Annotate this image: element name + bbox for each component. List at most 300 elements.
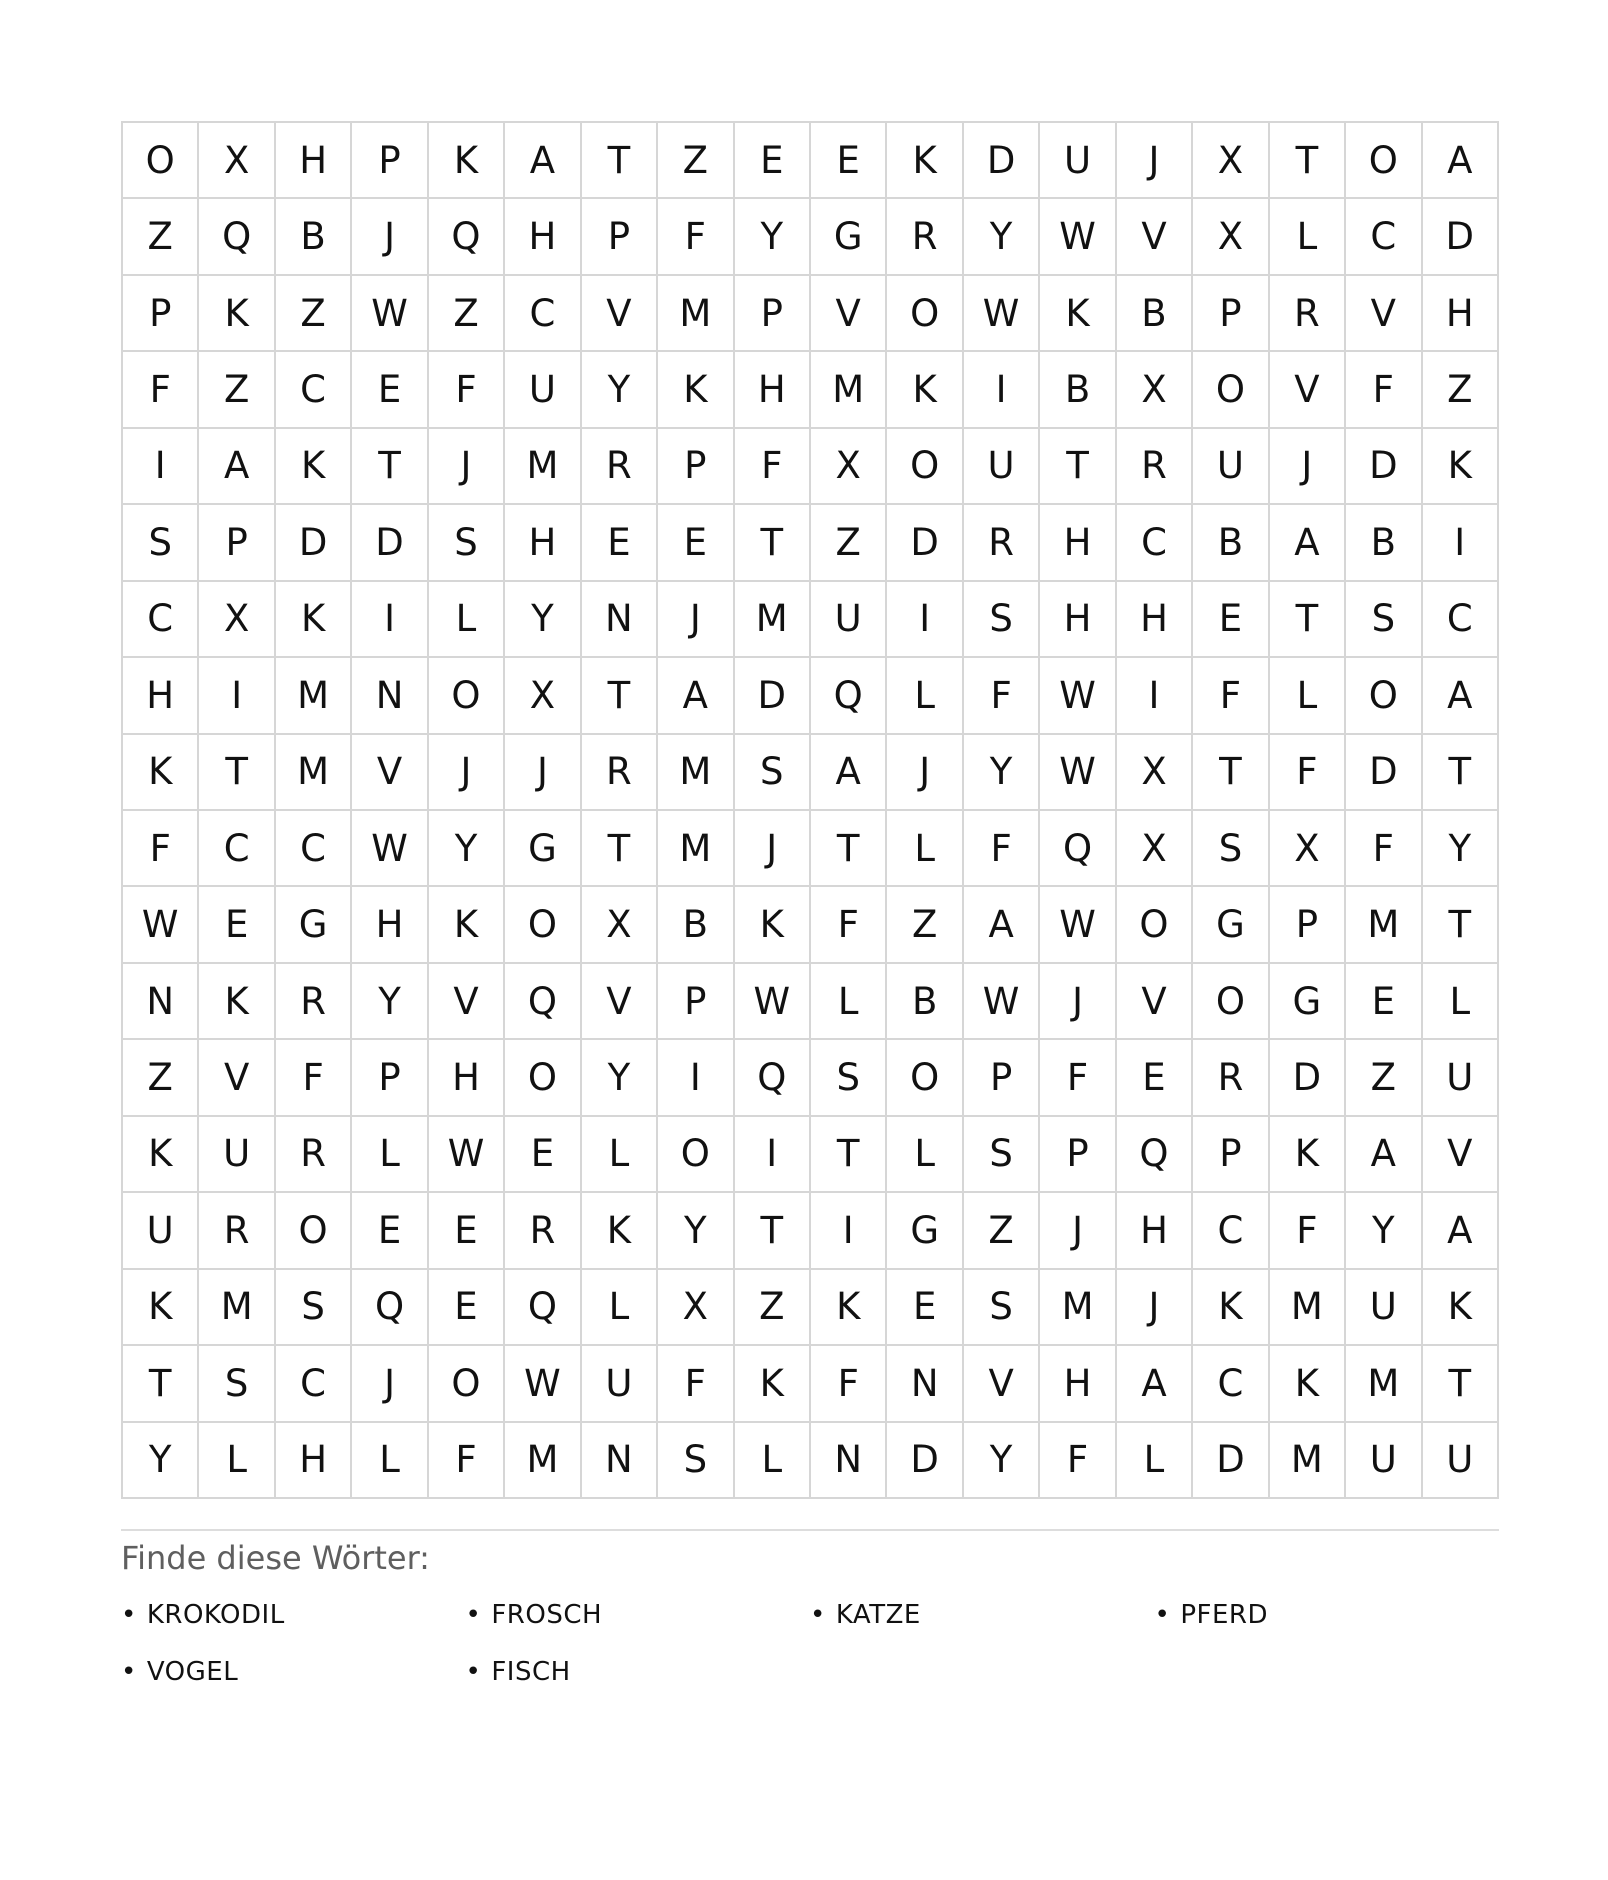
grid-cell[interactable]: H	[505, 505, 581, 581]
grid-cell[interactable]: B	[1040, 352, 1116, 428]
grid-cell[interactable]: P	[1193, 276, 1269, 352]
grid-cell[interactable]: D	[352, 505, 428, 581]
grid-cell[interactable]: M	[1346, 1346, 1422, 1422]
grid-cell[interactable]: S	[964, 1117, 1040, 1193]
grid-cell[interactable]: K	[123, 735, 199, 811]
grid-cell[interactable]: K	[1270, 1117, 1346, 1193]
grid-cell[interactable]: E	[887, 1270, 963, 1346]
grid-cell[interactable]: Q	[505, 964, 581, 1040]
grid-cell[interactable]: A	[1117, 1346, 1193, 1422]
grid-cell[interactable]: Q	[429, 199, 505, 275]
grid-cell[interactable]: K	[658, 352, 734, 428]
grid-cell[interactable]: R	[1117, 429, 1193, 505]
grid-cell[interactable]: C	[1193, 1193, 1269, 1269]
grid-cell[interactable]: E	[429, 1270, 505, 1346]
grid-cell[interactable]: E	[735, 123, 811, 199]
grid-cell[interactable]: O	[123, 123, 199, 199]
grid-cell[interactable]: D	[276, 505, 352, 581]
grid-cell[interactable]: C	[276, 811, 352, 887]
grid-cell[interactable]: T	[1270, 123, 1346, 199]
grid-cell[interactable]: W	[1040, 887, 1116, 963]
grid-cell[interactable]: M	[276, 658, 352, 734]
grid-cell[interactable]: K	[1270, 1346, 1346, 1422]
grid-cell[interactable]: K	[735, 1346, 811, 1422]
grid-cell[interactable]: P	[199, 505, 275, 581]
grid-cell[interactable]: U	[1346, 1423, 1422, 1499]
grid-cell[interactable]: P	[1193, 1117, 1269, 1193]
grid-cell[interactable]: D	[964, 123, 1040, 199]
grid-cell[interactable]: H	[429, 1040, 505, 1116]
grid-cell[interactable]: F	[1346, 352, 1422, 428]
grid-cell[interactable]: F	[1346, 811, 1422, 887]
grid-cell[interactable]: F	[429, 1423, 505, 1499]
grid-cell[interactable]: T	[1193, 735, 1269, 811]
grid-cell[interactable]: I	[199, 658, 275, 734]
grid-cell[interactable]: O	[276, 1193, 352, 1269]
grid-cell[interactable]: T	[1270, 582, 1346, 658]
grid-cell[interactable]: F	[123, 352, 199, 428]
grid-cell[interactable]: A	[1346, 1117, 1422, 1193]
grid-cell[interactable]: Y	[964, 1423, 1040, 1499]
grid-cell[interactable]: S	[964, 582, 1040, 658]
grid-cell[interactable]: B	[1117, 276, 1193, 352]
grid-cell[interactable]: L	[582, 1117, 658, 1193]
grid-cell[interactable]: S	[735, 735, 811, 811]
grid-cell[interactable]: G	[276, 887, 352, 963]
grid-cell[interactable]: Y	[352, 964, 428, 1040]
grid-cell[interactable]: Y	[1423, 811, 1499, 887]
grid-cell[interactable]: O	[1346, 658, 1422, 734]
grid-cell[interactable]: K	[582, 1193, 658, 1269]
grid-cell[interactable]: R	[582, 735, 658, 811]
grid-cell[interactable]: A	[1423, 1193, 1499, 1269]
grid-cell[interactable]: L	[352, 1423, 428, 1499]
grid-cell[interactable]: W	[1040, 658, 1116, 734]
grid-cell[interactable]: F	[1040, 1040, 1116, 1116]
grid-cell[interactable]: K	[276, 429, 352, 505]
grid-cell[interactable]: P	[1040, 1117, 1116, 1193]
grid-cell[interactable]: E	[1117, 1040, 1193, 1116]
grid-cell[interactable]: I	[735, 1117, 811, 1193]
grid-cell[interactable]: O	[429, 1346, 505, 1422]
grid-cell[interactable]: X	[658, 1270, 734, 1346]
grid-cell[interactable]: Z	[199, 352, 275, 428]
grid-cell[interactable]: Y	[1346, 1193, 1422, 1269]
grid-cell[interactable]: M	[811, 352, 887, 428]
grid-cell[interactable]: P	[123, 276, 199, 352]
grid-cell[interactable]: T	[1040, 429, 1116, 505]
grid-cell[interactable]: A	[1423, 658, 1499, 734]
grid-cell[interactable]: C	[1423, 582, 1499, 658]
grid-cell[interactable]: U	[1423, 1040, 1499, 1116]
grid-cell[interactable]: L	[1270, 658, 1346, 734]
grid-cell[interactable]: F	[123, 811, 199, 887]
grid-cell[interactable]: Z	[887, 887, 963, 963]
grid-cell[interactable]: K	[429, 123, 505, 199]
grid-cell[interactable]: B	[887, 964, 963, 1040]
grid-cell[interactable]: V	[1117, 964, 1193, 1040]
grid-cell[interactable]: Q	[352, 1270, 428, 1346]
grid-cell[interactable]: Z	[964, 1193, 1040, 1269]
grid-cell[interactable]: D	[1423, 199, 1499, 275]
grid-cell[interactable]: E	[658, 505, 734, 581]
grid-cell[interactable]: C	[1117, 505, 1193, 581]
grid-cell[interactable]: C	[1346, 199, 1422, 275]
grid-cell[interactable]: Z	[1346, 1040, 1422, 1116]
grid-cell[interactable]: R	[1193, 1040, 1269, 1116]
grid-cell[interactable]: B	[1193, 505, 1269, 581]
grid-cell[interactable]: P	[352, 1040, 428, 1116]
grid-cell[interactable]: T	[582, 658, 658, 734]
grid-cell[interactable]: O	[1193, 352, 1269, 428]
grid-cell[interactable]: T	[352, 429, 428, 505]
grid-cell[interactable]: E	[199, 887, 275, 963]
grid-cell[interactable]: D	[1346, 735, 1422, 811]
grid-cell[interactable]: U	[811, 582, 887, 658]
grid-cell[interactable]: V	[811, 276, 887, 352]
grid-cell[interactable]: D	[1346, 429, 1422, 505]
grid-cell[interactable]: M	[1346, 887, 1422, 963]
grid-cell[interactable]: E	[1346, 964, 1422, 1040]
grid-cell[interactable]: F	[276, 1040, 352, 1116]
grid-cell[interactable]: H	[276, 1423, 352, 1499]
grid-cell[interactable]: L	[352, 1117, 428, 1193]
grid-cell[interactable]: S	[658, 1423, 734, 1499]
grid-cell[interactable]: V	[1117, 199, 1193, 275]
grid-cell[interactable]: T	[735, 505, 811, 581]
grid-cell[interactable]: R	[505, 1193, 581, 1269]
grid-cell[interactable]: E	[582, 505, 658, 581]
grid-cell[interactable]: W	[352, 276, 428, 352]
grid-cell[interactable]: P	[658, 964, 734, 1040]
grid-cell[interactable]: V	[352, 735, 428, 811]
grid-cell[interactable]: U	[123, 1193, 199, 1269]
grid-cell[interactable]: F	[1040, 1423, 1116, 1499]
grid-cell[interactable]: T	[811, 811, 887, 887]
grid-cell[interactable]: J	[658, 582, 734, 658]
grid-cell[interactable]: G	[1270, 964, 1346, 1040]
grid-cell[interactable]: F	[735, 429, 811, 505]
grid-cell[interactable]: H	[735, 352, 811, 428]
grid-cell[interactable]: J	[1270, 429, 1346, 505]
grid-cell[interactable]: A	[1270, 505, 1346, 581]
grid-cell[interactable]: G	[505, 811, 581, 887]
grid-cell[interactable]: J	[1040, 964, 1116, 1040]
grid-cell[interactable]: Q	[1040, 811, 1116, 887]
grid-cell[interactable]: Q	[735, 1040, 811, 1116]
grid-cell[interactable]: A	[505, 123, 581, 199]
grid-cell[interactable]: X	[582, 887, 658, 963]
grid-cell[interactable]: Z	[811, 505, 887, 581]
grid-cell[interactable]: L	[199, 1423, 275, 1499]
grid-cell[interactable]: V	[1346, 276, 1422, 352]
grid-cell[interactable]: E	[505, 1117, 581, 1193]
grid-cell[interactable]: F	[811, 887, 887, 963]
grid-cell[interactable]: M	[1270, 1270, 1346, 1346]
grid-cell[interactable]: X	[199, 123, 275, 199]
grid-cell[interactable]: H	[1117, 582, 1193, 658]
grid-cell[interactable]: L	[887, 1117, 963, 1193]
grid-cell[interactable]: F	[964, 811, 1040, 887]
grid-cell[interactable]: G	[1193, 887, 1269, 963]
grid-cell[interactable]: A	[199, 429, 275, 505]
grid-cell[interactable]: J	[429, 735, 505, 811]
grid-cell[interactable]: N	[352, 658, 428, 734]
grid-cell[interactable]: L	[1423, 964, 1499, 1040]
grid-cell[interactable]: M	[658, 276, 734, 352]
grid-cell[interactable]: O	[887, 276, 963, 352]
grid-cell[interactable]: C	[505, 276, 581, 352]
grid-cell[interactable]: M	[505, 429, 581, 505]
grid-cell[interactable]: R	[276, 964, 352, 1040]
grid-cell[interactable]: K	[199, 276, 275, 352]
grid-cell[interactable]: C	[1193, 1346, 1269, 1422]
grid-cell[interactable]: X	[811, 429, 887, 505]
grid-cell[interactable]: J	[1117, 1270, 1193, 1346]
grid-cell[interactable]: H	[352, 887, 428, 963]
grid-cell[interactable]: A	[1423, 123, 1499, 199]
grid-cell[interactable]: O	[887, 1040, 963, 1116]
grid-cell[interactable]: Y	[582, 1040, 658, 1116]
grid-cell[interactable]: C	[276, 352, 352, 428]
grid-cell[interactable]: I	[1117, 658, 1193, 734]
grid-cell[interactable]: N	[582, 582, 658, 658]
grid-cell[interactable]: F	[429, 352, 505, 428]
grid-cell[interactable]: O	[505, 887, 581, 963]
grid-cell[interactable]: W	[1040, 199, 1116, 275]
grid-cell[interactable]: W	[429, 1117, 505, 1193]
grid-cell[interactable]: Z	[123, 1040, 199, 1116]
grid-cell[interactable]: K	[276, 582, 352, 658]
grid-cell[interactable]: Q	[199, 199, 275, 275]
grid-cell[interactable]: N	[811, 1423, 887, 1499]
grid-cell[interactable]: M	[658, 735, 734, 811]
grid-cell[interactable]: R	[199, 1193, 275, 1269]
grid-cell[interactable]: V	[1423, 1117, 1499, 1193]
grid-cell[interactable]: D	[887, 505, 963, 581]
grid-cell[interactable]: N	[582, 1423, 658, 1499]
grid-cell[interactable]: F	[1270, 735, 1346, 811]
grid-cell[interactable]: R	[887, 199, 963, 275]
grid-cell[interactable]: P	[658, 429, 734, 505]
grid-cell[interactable]: T	[123, 1346, 199, 1422]
grid-cell[interactable]: K	[735, 887, 811, 963]
grid-cell[interactable]: U	[505, 352, 581, 428]
grid-cell[interactable]: R	[582, 429, 658, 505]
grid-cell[interactable]: L	[887, 658, 963, 734]
grid-cell[interactable]: T	[735, 1193, 811, 1269]
grid-cell[interactable]: K	[887, 123, 963, 199]
grid-cell[interactable]: M	[735, 582, 811, 658]
grid-cell[interactable]: Y	[964, 735, 1040, 811]
grid-cell[interactable]: Q	[505, 1270, 581, 1346]
grid-cell[interactable]: T	[582, 123, 658, 199]
grid-cell[interactable]: K	[123, 1270, 199, 1346]
grid-cell[interactable]: K	[1040, 276, 1116, 352]
grid-cell[interactable]: O	[887, 429, 963, 505]
grid-cell[interactable]: J	[1040, 1193, 1116, 1269]
grid-cell[interactable]: I	[964, 352, 1040, 428]
grid-cell[interactable]: R	[276, 1117, 352, 1193]
grid-cell[interactable]: I	[887, 582, 963, 658]
grid-cell[interactable]: B	[1346, 505, 1422, 581]
grid-cell[interactable]: C	[199, 811, 275, 887]
grid-cell[interactable]: F	[1193, 658, 1269, 734]
grid-cell[interactable]: A	[811, 735, 887, 811]
grid-cell[interactable]: M	[199, 1270, 275, 1346]
grid-cell[interactable]: L	[811, 964, 887, 1040]
grid-cell[interactable]: W	[1040, 735, 1116, 811]
grid-cell[interactable]: H	[1423, 276, 1499, 352]
grid-cell[interactable]: Q	[811, 658, 887, 734]
grid-cell[interactable]: W	[735, 964, 811, 1040]
grid-cell[interactable]: M	[505, 1423, 581, 1499]
grid-cell[interactable]: N	[887, 1346, 963, 1422]
grid-cell[interactable]: H	[123, 658, 199, 734]
grid-cell[interactable]: P	[964, 1040, 1040, 1116]
grid-cell[interactable]: L	[887, 811, 963, 887]
grid-cell[interactable]: O	[1117, 887, 1193, 963]
grid-cell[interactable]: E	[1193, 582, 1269, 658]
grid-cell[interactable]: Z	[123, 199, 199, 275]
grid-cell[interactable]: W	[505, 1346, 581, 1422]
grid-cell[interactable]: O	[1346, 123, 1422, 199]
grid-cell[interactable]: S	[429, 505, 505, 581]
grid-cell[interactable]: R	[1270, 276, 1346, 352]
grid-cell[interactable]: K	[811, 1270, 887, 1346]
grid-cell[interactable]: S	[199, 1346, 275, 1422]
grid-cell[interactable]: O	[505, 1040, 581, 1116]
grid-cell[interactable]: H	[1040, 582, 1116, 658]
grid-cell[interactable]: N	[123, 964, 199, 1040]
grid-cell[interactable]: Y	[505, 582, 581, 658]
grid-cell[interactable]: H	[1117, 1193, 1193, 1269]
grid-cell[interactable]: L	[1270, 199, 1346, 275]
grid-cell[interactable]: U	[1193, 429, 1269, 505]
grid-cell[interactable]: T	[811, 1117, 887, 1193]
grid-cell[interactable]: W	[123, 887, 199, 963]
grid-cell[interactable]: W	[964, 276, 1040, 352]
grid-cell[interactable]: K	[1423, 429, 1499, 505]
grid-cell[interactable]: Y	[735, 199, 811, 275]
grid-cell[interactable]: S	[964, 1270, 1040, 1346]
grid-cell[interactable]: X	[1193, 123, 1269, 199]
grid-cell[interactable]: J	[352, 1346, 428, 1422]
grid-cell[interactable]: I	[658, 1040, 734, 1116]
grid-cell[interactable]: X	[1270, 811, 1346, 887]
grid-cell[interactable]: T	[1423, 1346, 1499, 1422]
grid-cell[interactable]: T	[199, 735, 275, 811]
grid-cell[interactable]: H	[276, 123, 352, 199]
grid-cell[interactable]: F	[811, 1346, 887, 1422]
grid-cell[interactable]: Z	[735, 1270, 811, 1346]
grid-cell[interactable]: C	[123, 582, 199, 658]
grid-cell[interactable]: R	[964, 505, 1040, 581]
grid-cell[interactable]: S	[811, 1040, 887, 1116]
grid-cell[interactable]: W	[352, 811, 428, 887]
grid-cell[interactable]: X	[1117, 735, 1193, 811]
grid-cell[interactable]: O	[429, 658, 505, 734]
grid-cell[interactable]: D	[1270, 1040, 1346, 1116]
grid-cell[interactable]: V	[1270, 352, 1346, 428]
grid-cell[interactable]: G	[887, 1193, 963, 1269]
grid-cell[interactable]: V	[429, 964, 505, 1040]
grid-cell[interactable]: A	[964, 887, 1040, 963]
grid-cell[interactable]: L	[1117, 1423, 1193, 1499]
grid-cell[interactable]: Y	[658, 1193, 734, 1269]
grid-cell[interactable]: K	[429, 887, 505, 963]
grid-cell[interactable]: H	[1040, 505, 1116, 581]
grid-cell[interactable]: Y	[123, 1423, 199, 1499]
grid-cell[interactable]: D	[735, 658, 811, 734]
grid-cell[interactable]: S	[1193, 811, 1269, 887]
grid-cell[interactable]: L	[429, 582, 505, 658]
grid-cell[interactable]: K	[1423, 1270, 1499, 1346]
grid-cell[interactable]: L	[735, 1423, 811, 1499]
grid-cell[interactable]: I	[1423, 505, 1499, 581]
grid-cell[interactable]: K	[887, 352, 963, 428]
grid-cell[interactable]: J	[1117, 123, 1193, 199]
grid-cell[interactable]: S	[276, 1270, 352, 1346]
grid-cell[interactable]: E	[429, 1193, 505, 1269]
grid-cell[interactable]: F	[658, 199, 734, 275]
grid-cell[interactable]: J	[735, 811, 811, 887]
grid-cell[interactable]: A	[658, 658, 734, 734]
grid-cell[interactable]: F	[1270, 1193, 1346, 1269]
grid-cell[interactable]: J	[887, 735, 963, 811]
grid-cell[interactable]: X	[1117, 352, 1193, 428]
grid-cell[interactable]: E	[352, 1193, 428, 1269]
grid-cell[interactable]: Z	[429, 276, 505, 352]
grid-cell[interactable]: V	[582, 964, 658, 1040]
grid-cell[interactable]: U	[1346, 1270, 1422, 1346]
grid-cell[interactable]: E	[352, 352, 428, 428]
grid-cell[interactable]: S	[123, 505, 199, 581]
grid-cell[interactable]: Y	[964, 199, 1040, 275]
grid-cell[interactable]: U	[582, 1346, 658, 1422]
grid-cell[interactable]: O	[658, 1117, 734, 1193]
grid-cell[interactable]: U	[964, 429, 1040, 505]
grid-cell[interactable]: I	[352, 582, 428, 658]
grid-cell[interactable]: L	[582, 1270, 658, 1346]
grid-cell[interactable]: U	[199, 1117, 275, 1193]
grid-cell[interactable]: M	[1270, 1423, 1346, 1499]
grid-cell[interactable]: Z	[1423, 352, 1499, 428]
grid-cell[interactable]: D	[887, 1423, 963, 1499]
grid-cell[interactable]: P	[582, 199, 658, 275]
grid-cell[interactable]: X	[199, 582, 275, 658]
grid-cell[interactable]: Q	[1117, 1117, 1193, 1193]
grid-cell[interactable]: B	[658, 887, 734, 963]
grid-cell[interactable]: H	[1040, 1346, 1116, 1422]
grid-cell[interactable]: X	[1117, 811, 1193, 887]
grid-cell[interactable]: V	[582, 276, 658, 352]
grid-cell[interactable]: M	[658, 811, 734, 887]
grid-cell[interactable]: G	[811, 199, 887, 275]
grid-cell[interactable]: X	[1193, 199, 1269, 275]
grid-cell[interactable]: C	[276, 1346, 352, 1422]
grid-cell[interactable]: E	[811, 123, 887, 199]
grid-cell[interactable]: J	[429, 429, 505, 505]
grid-cell[interactable]: V	[964, 1346, 1040, 1422]
grid-cell[interactable]: H	[505, 199, 581, 275]
grid-cell[interactable]: X	[505, 658, 581, 734]
grid-cell[interactable]: J	[352, 199, 428, 275]
grid-cell[interactable]: I	[811, 1193, 887, 1269]
grid-cell[interactable]: J	[505, 735, 581, 811]
grid-cell[interactable]: M	[1040, 1270, 1116, 1346]
grid-cell[interactable]: Y	[582, 352, 658, 428]
